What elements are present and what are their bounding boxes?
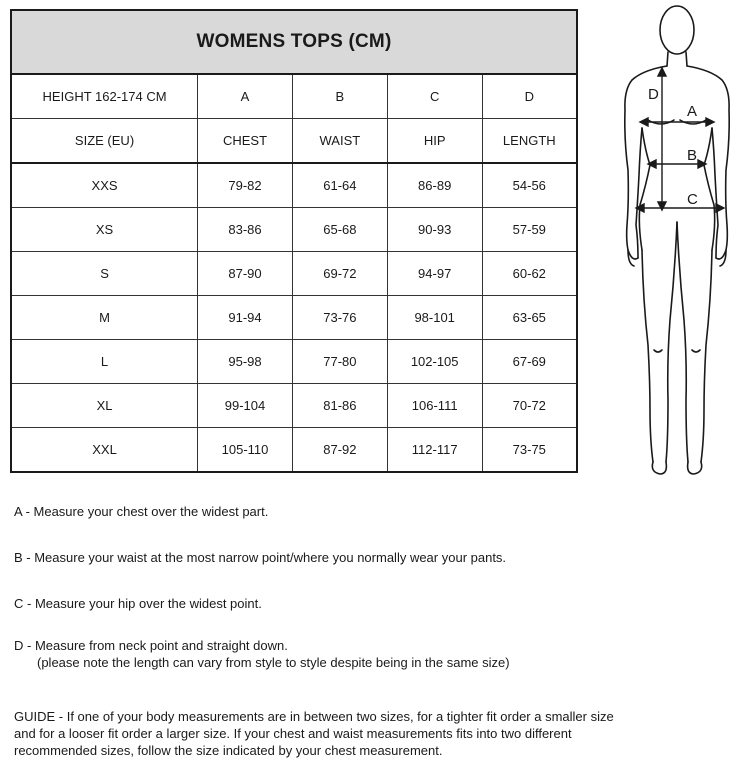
length-cell: 70-72 [482, 384, 577, 428]
hip-cell: 98-101 [387, 296, 482, 340]
table-row [11, 208, 577, 252]
table-title: WOMENS TOPS (CM) [11, 10, 577, 74]
chest-header-cell: CHEST [198, 119, 293, 164]
table-row [11, 340, 577, 384]
size-cell: XXL [11, 428, 198, 473]
d-measure-label: D [648, 86, 659, 103]
hip-cell: 102-105 [387, 340, 482, 384]
note-d-detail: (please note the length can vary from style to style despite being in the same size) [37, 655, 510, 670]
size-cell: L [11, 340, 198, 384]
note-b: B - Measure your waist at the most narrow point/where you normally wear your pants. [14, 550, 507, 565]
hip-header-cell: HIP [387, 119, 482, 164]
chest-cell: 91-94 [198, 296, 293, 340]
chest-cell: 99-104 [198, 384, 293, 428]
length-cell: 60-62 [482, 252, 577, 296]
size-cell: M [11, 296, 198, 340]
column-c-header: C [387, 74, 482, 119]
note-a: A - Measure your chest over the widest part. [14, 504, 269, 519]
length-cell: 54-56 [482, 163, 577, 208]
table-header-row [11, 74, 577, 119]
chest-cell: 83-86 [198, 208, 293, 252]
length-cell: 67-69 [482, 340, 577, 384]
size-cell: XL [11, 384, 198, 428]
guide-line-3: recommended sizes, follow the size indicated by your chest measurement. [14, 743, 443, 758]
size-cell: XXS [11, 163, 198, 208]
waist-cell: 69-72 [292, 252, 387, 296]
chest-cell: 95-98 [198, 340, 293, 384]
hip-cell: 112-117 [387, 428, 482, 473]
waist-cell: 61-64 [292, 163, 387, 208]
body-measurement-figure [598, 0, 752, 480]
a-measure-label: A [687, 103, 698, 120]
size-cell: S [11, 252, 198, 296]
size-cell: XS [11, 208, 198, 252]
length-cell: 63-65 [482, 296, 577, 340]
waist-cell: 87-92 [292, 428, 387, 473]
waist-cell: 73-76 [292, 296, 387, 340]
hip-cell: 86-89 [387, 163, 482, 208]
table-subheader-row [11, 119, 577, 164]
size-chart-table [10, 9, 578, 473]
guide-line-1: GUIDE - If one of your body measurements are in between two sizes, for a tighter fit order a smaller size [14, 709, 614, 724]
length-cell: 57-59 [482, 208, 577, 252]
chest-cell: 87-90 [198, 252, 293, 296]
guide-line-2: and for a looser fit order a larger size. If your chest and waist measurements fits into two different [14, 726, 572, 741]
length-cell: 73-75 [482, 428, 577, 473]
table-row [11, 428, 577, 473]
b-measure-label: B [687, 147, 698, 164]
table-title-row [11, 10, 577, 74]
c-measure-label: C [687, 191, 698, 208]
female-body-outline-icon [598, 0, 752, 480]
hip-cell: 90-93 [387, 208, 482, 252]
table-row [11, 163, 577, 208]
column-d-header: D [482, 74, 577, 119]
table-row [11, 296, 577, 340]
note-c: C - Measure your hip over the widest point. [14, 596, 262, 611]
height-header-cell: HEIGHT 162-174 CM [11, 74, 198, 119]
note-d: D - Measure from neck point and straight down. [14, 638, 288, 653]
length-header-cell: LENGTH [482, 119, 577, 164]
waist-cell: 81-86 [292, 384, 387, 428]
waist-cell: 77-80 [292, 340, 387, 384]
column-b-header: B [292, 74, 387, 119]
column-a-header: A [198, 74, 293, 119]
hip-cell: 106-111 [387, 384, 482, 428]
chest-cell: 79-82 [198, 163, 293, 208]
table-row [11, 252, 577, 296]
hip-cell: 94-97 [387, 252, 482, 296]
chest-cell: 105-110 [198, 428, 293, 473]
waist-cell: 65-68 [292, 208, 387, 252]
size-header-cell: SIZE (EU) [11, 119, 198, 164]
table-row [11, 384, 577, 428]
waist-header-cell: WAIST [292, 119, 387, 164]
